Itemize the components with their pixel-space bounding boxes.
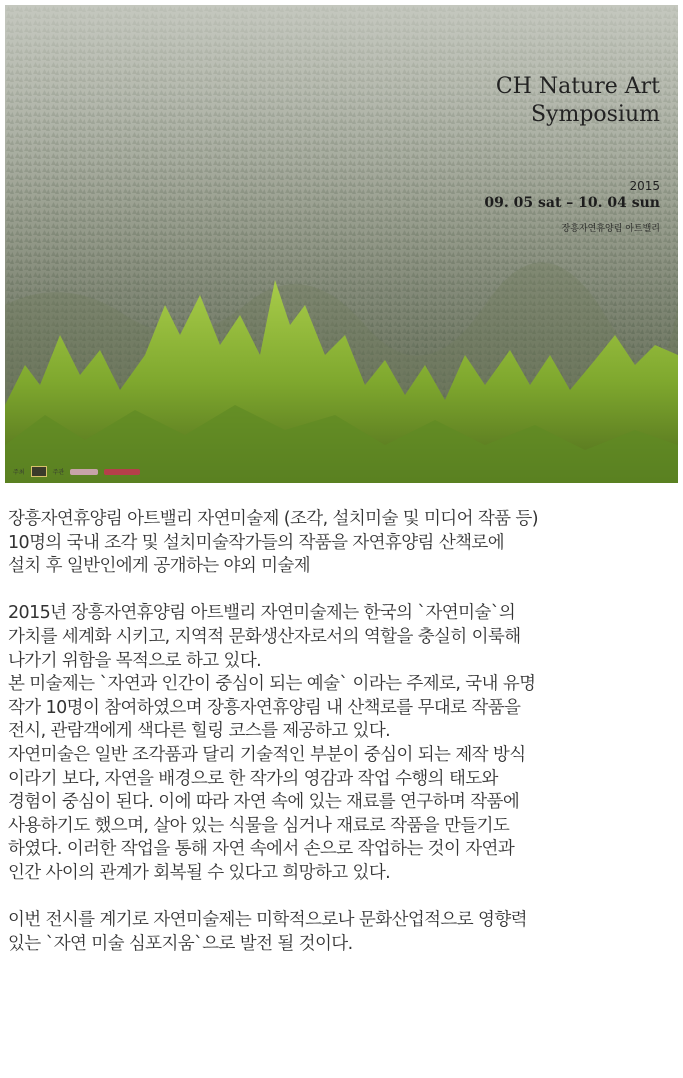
text-line: 본 미술제는 `자연과 인간이 중심이 되는 예술` 이라는 주제로, 국내 유명 [8, 674, 536, 695]
text-line: 나가기 위함을 목적으로 하고 있다. [8, 650, 262, 671]
text-line: 10명의 국내 조각 및 설치미술작가들의 작품을 자연휴양림 산책로에 [8, 532, 505, 553]
text-line: 작가 10명이 참여하였으며 장흥자연휴양림 내 산책로를 무대로 작품을 [8, 697, 521, 718]
text-line: 경험이 중심이 된다. 이에 따라 자연 속에 있는 재료를 연구하며 작품에 [8, 792, 520, 813]
exhibition-poster [5, 5, 678, 483]
text-line: 자연미술은 일반 조각품과 달리 기술적인 부분이 중심이 되는 제작 방식 [8, 744, 526, 765]
sponsor-logo [104, 469, 140, 475]
paragraph-gap [8, 886, 680, 910]
poster-year: 2015 [629, 179, 660, 193]
text-line: 이라기 보다, 자연을 배경으로 한 작가의 영감과 작업 수행의 태도와 [8, 768, 498, 789]
credit-host-label: 주최 [13, 469, 25, 476]
poster-dates: 09. 05 sat – 10. 04 sun [484, 195, 660, 211]
text-line: 설치 후 일반인에게 공개하는 야외 미술제 [8, 556, 310, 577]
text-line: 2015년 장흥자연휴양림 아트밸리 자연미술제는 한국의 `자연미술`의 [8, 603, 516, 624]
poster-title-line2: Symposium [530, 102, 660, 127]
description-text [8, 508, 680, 956]
text-line: 이번 전시를 계기로 자연미술제는 미학적으로나 문화산업적으로 영향력 [8, 910, 527, 931]
text-line: 있는 `자연 미술 심포지움`으로 발전 될 것이다. [8, 933, 353, 954]
poster-title-line1: CH Nature Art [495, 74, 660, 99]
organizer-logo [70, 469, 98, 475]
poster-venue: 장흥자연휴양림 아트밸리 [561, 224, 660, 234]
text-line: 가치를 세계화 시키고, 지역적 문화생산자로서의 역할을 충실히 이룩해 [8, 626, 521, 647]
host-logo [31, 466, 47, 477]
paragraph-gap [8, 579, 680, 603]
text-line: 하였다. 이러한 작업을 통해 자연 속에서 손으로 작업하는 것이 자연과 [8, 839, 515, 860]
poster-credits [13, 466, 140, 477]
text-line: 인간 사이의 관계가 회복될 수 있다고 희망하고 있다. [8, 862, 391, 883]
credit-organizer-label: 주관 [52, 469, 65, 476]
text-line: 전시, 관람객에게 색다른 힐링 코스를 제공하고 있다. [8, 721, 391, 742]
poster-title [496, 73, 660, 129]
text-line: 사용하기도 했으며, 살아 있는 식물을 심거나 재료로 작품을 만들기도 [8, 815, 510, 836]
text-line: 장흥자연휴양림 아트밸리 자연미술제 (조각, 설치미술 및 미디어 작품 등) [8, 509, 538, 529]
